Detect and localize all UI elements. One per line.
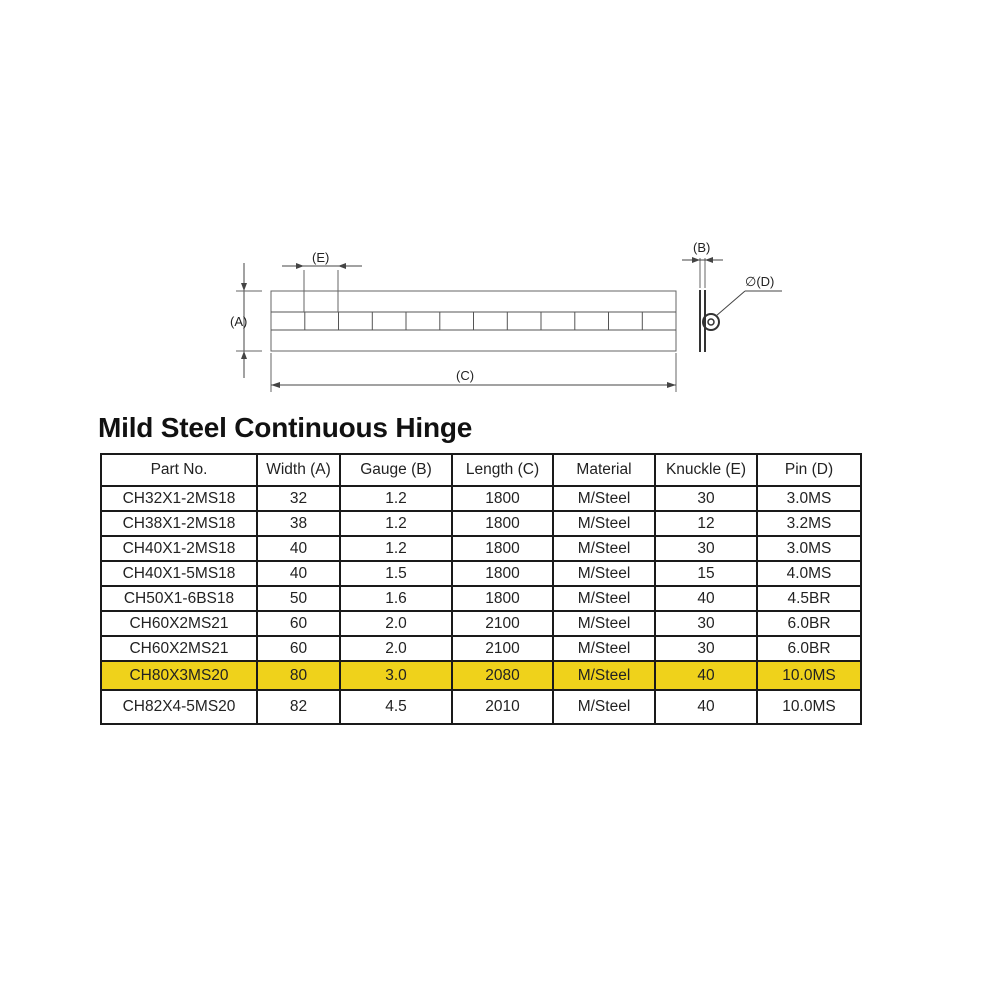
- header-pin: Pin (D): [757, 454, 861, 486]
- header-width: Width (A): [257, 454, 340, 486]
- cell-material: M/Steel: [553, 536, 655, 561]
- dimension-label-b: (B): [693, 240, 711, 255]
- table-row-highlighted: [101, 661, 861, 690]
- cell-knuckle: 30: [655, 486, 757, 511]
- cell-gauge: 1.2: [340, 486, 452, 511]
- cell-pin: 3.0MS: [757, 486, 861, 511]
- cell-part-no: CH38X1-2MS18: [101, 511, 257, 536]
- cell-length: 2080: [452, 661, 553, 690]
- cell-length: 1800: [452, 511, 553, 536]
- cell-part-no: CH40X1-2MS18: [101, 536, 257, 561]
- table-row: [101, 611, 861, 636]
- cell-pin: 10.0MS: [757, 690, 861, 724]
- hinge-knuckles: [271, 312, 676, 330]
- cell-knuckle: 30: [655, 611, 757, 636]
- cell-pin: 10.0MS: [757, 661, 861, 690]
- cell-knuckle: 15: [655, 561, 757, 586]
- cell-part-no: CH80X3MS20: [101, 661, 257, 690]
- cell-width: 32: [257, 486, 340, 511]
- dimension-label-c: (C): [456, 368, 475, 383]
- cell-length: 1800: [452, 536, 553, 561]
- cell-pin: 6.0BR: [757, 636, 861, 661]
- cell-pin: 3.0MS: [757, 536, 861, 561]
- cell-part-no: CH60X2MS21: [101, 636, 257, 661]
- header-material: Material: [553, 454, 655, 486]
- cell-width: 60: [257, 636, 340, 661]
- cell-width: 40: [257, 536, 340, 561]
- cell-part-no: CH32X1-2MS18: [101, 486, 257, 511]
- table-row: [101, 561, 861, 586]
- cell-material: M/Steel: [553, 486, 655, 511]
- cell-length: 2010: [452, 690, 553, 724]
- cell-material: M/Steel: [553, 611, 655, 636]
- table-row: [101, 536, 861, 561]
- table-row: [101, 511, 861, 536]
- header-length: Length (C): [452, 454, 553, 486]
- cell-pin: 4.5BR: [757, 586, 861, 611]
- cell-gauge: 1.2: [340, 536, 452, 561]
- cell-knuckle: 30: [655, 636, 757, 661]
- cell-length: 2100: [452, 611, 553, 636]
- cell-width: 80: [257, 661, 340, 690]
- cell-width: 40: [257, 561, 340, 586]
- table-row: [101, 636, 861, 661]
- hinge-spec-table: [100, 453, 862, 725]
- cell-gauge: 1.6: [340, 586, 452, 611]
- cell-knuckle: 40: [655, 586, 757, 611]
- cell-part-no: CH40X1-5MS18: [101, 561, 257, 586]
- header-gauge: Gauge (B): [340, 454, 452, 486]
- cell-knuckle: 30: [655, 536, 757, 561]
- cell-gauge: 3.0: [340, 661, 452, 690]
- cell-gauge: 1.2: [340, 511, 452, 536]
- table-row: [101, 486, 861, 511]
- table-row: [101, 690, 861, 724]
- dimension-label-e: (E): [312, 250, 330, 265]
- cell-width: 38: [257, 511, 340, 536]
- hinge-technical-drawing: [0, 0, 1000, 400]
- header-part-no: Part No.: [101, 454, 257, 486]
- cell-length: 2100: [452, 636, 553, 661]
- cell-width: 82: [257, 690, 340, 724]
- page-title: Mild Steel Continuous Hinge: [98, 412, 473, 443]
- cell-width: 60: [257, 611, 340, 636]
- cell-width: 50: [257, 586, 340, 611]
- header-knuckle: Knuckle (E): [655, 454, 757, 486]
- cell-material: M/Steel: [553, 661, 655, 690]
- cell-pin: 3.2MS: [757, 511, 861, 536]
- cell-material: M/Steel: [553, 561, 655, 586]
- cell-part-no: CH50X1-6BS18: [101, 586, 257, 611]
- cell-material: M/Steel: [553, 690, 655, 724]
- cell-material: M/Steel: [553, 586, 655, 611]
- cell-length: 1800: [452, 561, 553, 586]
- dimension-label-d: ∅(D): [745, 274, 775, 289]
- cell-gauge: 2.0: [340, 611, 452, 636]
- cell-knuckle: 40: [655, 690, 757, 724]
- cell-part-no: CH60X2MS21: [101, 611, 257, 636]
- cell-gauge: 2.0: [340, 636, 452, 661]
- cell-pin: 6.0BR: [757, 611, 861, 636]
- dimension-label-a: (A): [230, 314, 248, 329]
- cell-material: M/Steel: [553, 511, 655, 536]
- cell-pin: 4.0MS: [757, 561, 861, 586]
- cell-gauge: 1.5: [340, 561, 452, 586]
- cell-material: M/Steel: [553, 636, 655, 661]
- cell-gauge: 4.5: [340, 690, 452, 724]
- cell-part-no: CH82X4-5MS20: [101, 690, 257, 724]
- table-row: [101, 586, 861, 611]
- cell-length: 1800: [452, 486, 553, 511]
- table-header-row: [101, 454, 861, 486]
- cell-knuckle: 12: [655, 511, 757, 536]
- cell-knuckle: 40: [655, 661, 757, 690]
- cell-length: 1800: [452, 586, 553, 611]
